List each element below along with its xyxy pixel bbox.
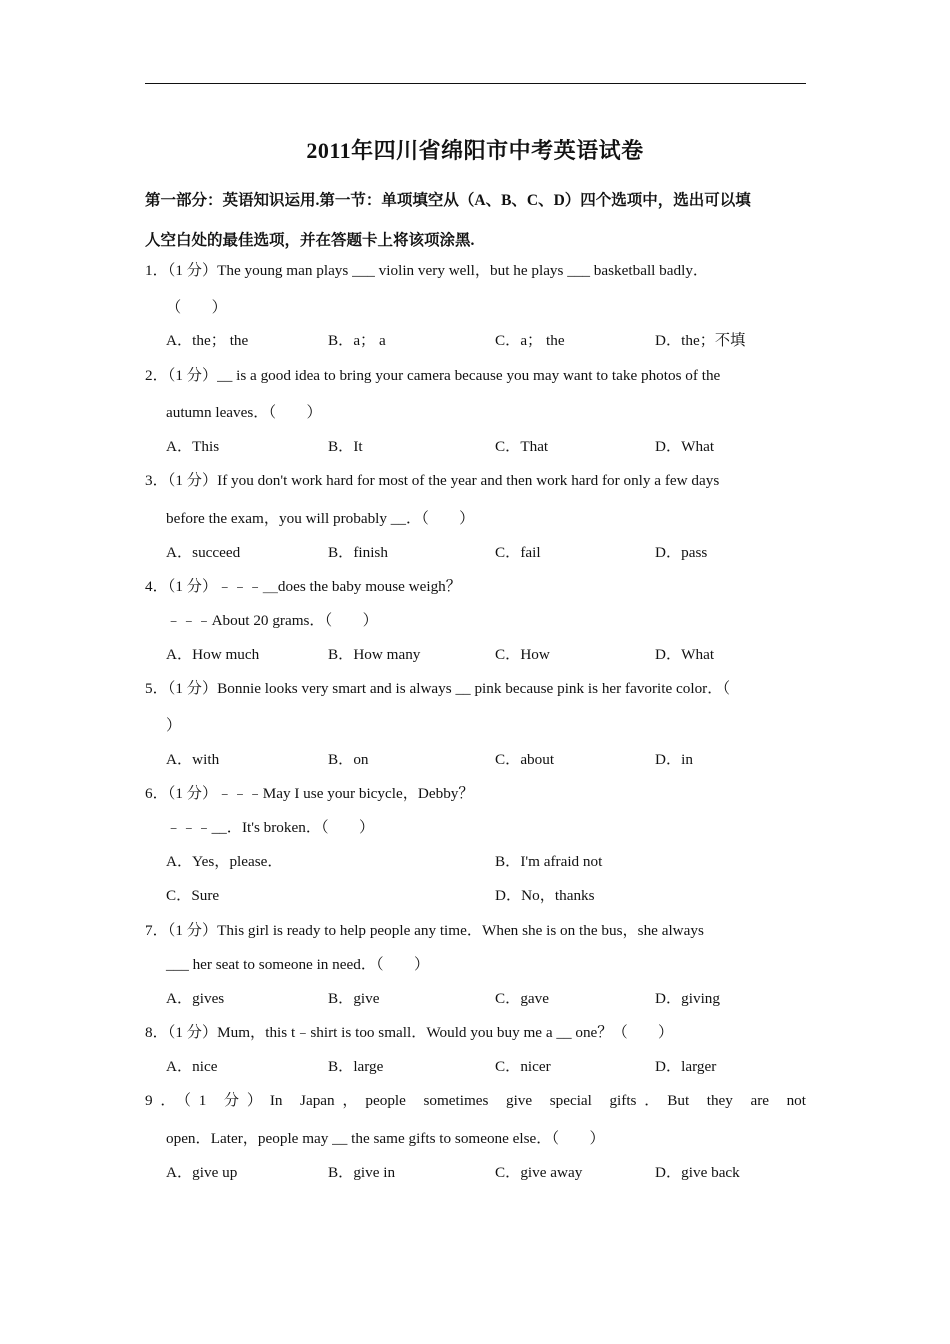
- question-7-option-b: B．give: [328, 990, 380, 1007]
- question-6-text: 6．（1 分）﹣﹣﹣May I use your bicycle，Debby？: [145, 785, 474, 802]
- question-8-option-c: C．nicer: [495, 1058, 551, 1075]
- question-1-option-b: B．a； a: [328, 332, 386, 349]
- question-8-option-a: A．nice: [166, 1058, 218, 1075]
- question-3-option-a: A．succeed: [166, 544, 241, 561]
- question-7-option-c: C．gave: [495, 990, 549, 1007]
- question-7-option-a: A．gives: [166, 990, 225, 1007]
- question-1-option-a: A．the； the: [166, 332, 249, 349]
- question-8-option-d: D．larger: [655, 1058, 717, 1075]
- question-6-option-c: C．Sure: [166, 887, 220, 904]
- question-9-option-a: A．give up: [166, 1164, 238, 1181]
- question-2-option-c: C．That: [495, 438, 549, 455]
- question-5-text: 5．（1 分）Bonnie looks very smart and is always __ pink because pink is her favorite color．（: [145, 680, 731, 697]
- question-9-text-cont: open．Later，people may __ the same gifts to someone else．（ ）: [166, 1130, 605, 1147]
- question-5-option-b: B．on: [328, 751, 369, 768]
- question-2-option-d: D．What: [655, 438, 715, 455]
- question-7-text: 7．（1 分）This girl is ready to help people any time．When she is on the bus，she always: [145, 922, 704, 939]
- question-7-text-cont: ___ her seat to someone in need．（ ）: [166, 956, 430, 973]
- question-2-text-cont: autumn leaves．（ ）: [166, 404, 322, 421]
- question-1-text: 1．（1 分）The young man plays ___ violin very well，but he plays ___ basketball badly．: [145, 262, 709, 279]
- section-instruction-line-1: 第一部分：英语知识运用.第一节：单项填空从（A、B、C、D）四个选项中，选出可以填: [145, 192, 751, 209]
- question-9-option-b: B．give in: [328, 1164, 396, 1181]
- question-3-option-d: D．pass: [655, 544, 708, 561]
- question-2-text: 2．（1 分）__ is a good idea to bring your camera because you may want to take photos of the: [145, 367, 721, 384]
- question-8-text: 8．（1 分）Mum，this t﹣shirt is too small．Would you buy me a __ one？（ ）: [145, 1024, 674, 1041]
- question-5-option-d: D．in: [655, 751, 693, 768]
- question-9-option-d: D．give back: [655, 1164, 740, 1181]
- question-4-text-cont: ﹣﹣﹣About 20 grams．（ ）: [166, 612, 378, 629]
- question-3-text-cont: before the exam，you will probably __．（ ）: [166, 510, 475, 527]
- question-3-option-c: C．fail: [495, 544, 541, 561]
- question-9-text: 9．（1 分）In Japan，people sometimes give special gifts．But they are not: [145, 1092, 806, 1109]
- question-6-text-cont: ﹣﹣﹣__．It's broken．（ ）: [166, 819, 375, 836]
- section-instruction-line-2: 人空白处的最佳选项，并在答题卡上将该项涂黑.: [145, 232, 475, 249]
- header-rule: [145, 83, 806, 84]
- question-5-option-c: C．about: [495, 751, 555, 768]
- question-2-option-b: B．It: [328, 438, 363, 455]
- question-2-option-a: A．This: [166, 438, 220, 455]
- question-4-option-a: A．How much: [166, 646, 260, 663]
- page-title: 2011年四川省绵阳市中考英语试卷: [306, 138, 644, 163]
- question-5-text-cont: ）: [166, 717, 182, 734]
- question-1-option-d: D．the；不填: [655, 332, 746, 349]
- question-3-text: 3．（1 分）If you don't work hard for most of the year and then work hard for only a few days: [145, 472, 720, 489]
- question-1-text-cont: （ ）: [166, 299, 227, 316]
- question-4-option-c: C．How: [495, 646, 550, 663]
- question-4-text: 4．（1 分）﹣﹣﹣＿does the baby mouse weigh？: [145, 578, 461, 595]
- question-5-option-a: A．with: [166, 751, 220, 768]
- question-9-option-c: C．give away: [495, 1164, 583, 1181]
- question-1-option-c: C．a； the: [495, 332, 565, 349]
- question-4-option-d: D．What: [655, 646, 715, 663]
- question-6-option-d: D．No，thanks: [495, 887, 595, 904]
- question-6-option-b: B．I'm afraid not: [495, 853, 603, 870]
- question-8-option-b: B．large: [328, 1058, 384, 1075]
- question-3-option-b: B．finish: [328, 544, 388, 561]
- question-6-option-a: A．Yes，please．: [166, 853, 283, 870]
- question-4-option-b: B．How many: [328, 646, 421, 663]
- question-7-option-d: D．giving: [655, 990, 720, 1007]
